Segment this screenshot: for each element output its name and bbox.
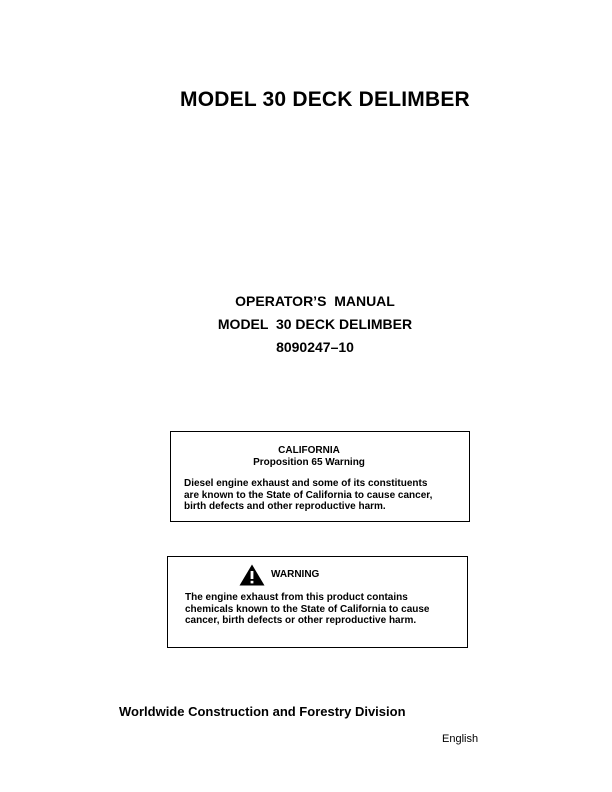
california-text-line: are known to the State of California to cause cancer, (184, 489, 433, 501)
warning-text-line: cancer, birth defects or other reproductive harm. (185, 615, 417, 626)
warning-label: WARNING (271, 569, 320, 581)
document-title: MODEL 30 DECK DELIMBER (180, 88, 470, 111)
california-heading (171, 445, 447, 468)
warning-text-line: The engine exhaust from this product contains (185, 592, 408, 603)
warning-text-line: chemicals known to the State of California to cause (185, 603, 430, 615)
california-heading-title: CALIFORNIA (278, 445, 340, 456)
california-heading-subtitle: Proposition 65 Warning (253, 456, 365, 468)
manual-type: OPERATOR’S MANUAL (235, 293, 395, 309)
warning-heading (239, 564, 319, 586)
california-warning-text (184, 478, 469, 513)
manual-part-number: 8090247–10 (276, 339, 354, 355)
california-warning-box (170, 431, 470, 522)
warning-triangle-icon (239, 564, 265, 586)
division-name: Worldwide Construction and Forestry Division (119, 704, 406, 719)
warning-text (185, 592, 465, 627)
language-label: English (442, 733, 479, 745)
california-text-line: birth defects and other reproductive harm. (184, 501, 386, 512)
manual-model: MODEL 30 DECK DELIMBER (217, 316, 413, 332)
california-text-line: Diesel engine exhaust and some of its constituents (184, 478, 428, 489)
engine-exhaust-warning-box (167, 556, 468, 648)
manual-heading-block (0, 290, 612, 359)
